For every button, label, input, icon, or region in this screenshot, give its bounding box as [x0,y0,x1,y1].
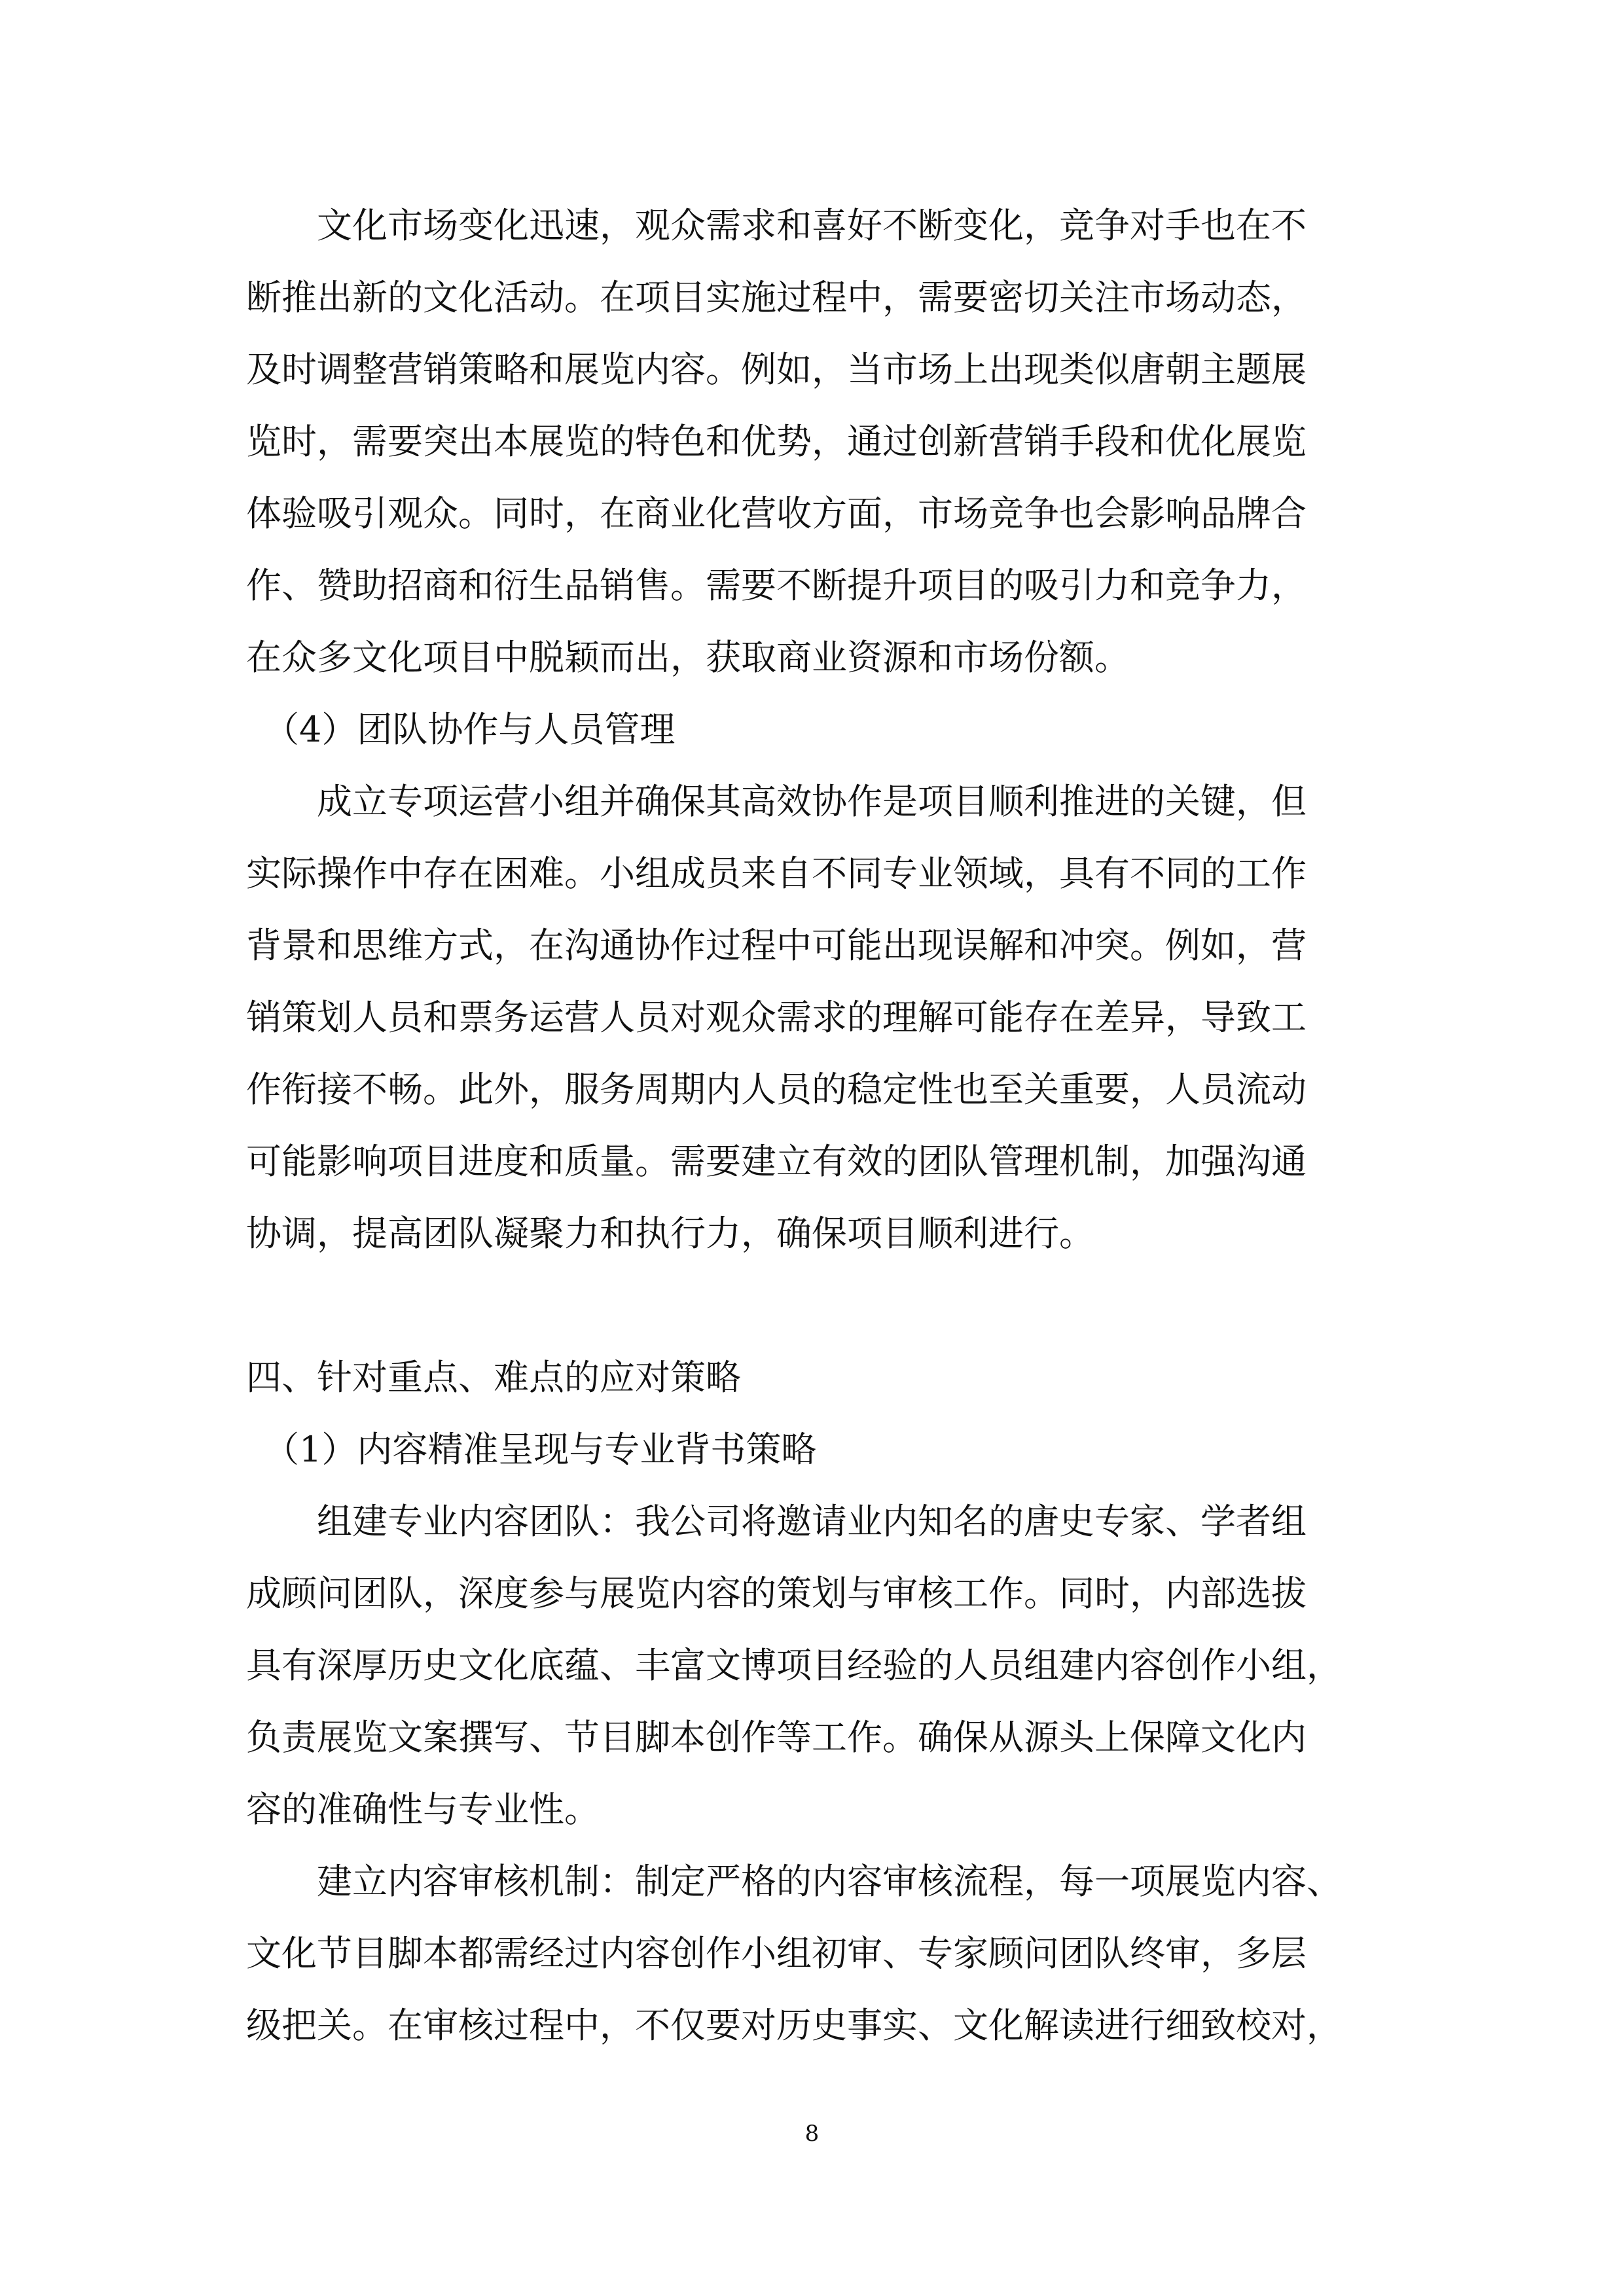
text-line: 在众多文化项目中脱颖而出，获取商业资源和市场份额。 [246,637,1130,678]
text-line: 实际操作中存在困难。小组成员来自不同专业领域，具有不同的工作 [246,853,1307,894]
text-line: 断推出新的文化活动。在项目实施过程中，需要密切关注市场动态， [246,277,1307,318]
body-text [246,190,1379,2062]
text-line: 文化市场变化迅速，观众需求和喜好不断变化，竞争对手也在不 [246,205,1307,246]
text-line: 体验吸引观众。同时，在商业化营收方面，市场竞争也会影响品牌合 [246,493,1307,534]
text-line: 作衔接不畅。此外，服务周期内人员的稳定性也至关重要，人员流动 [246,1069,1307,1110]
section-heading: 四、针对重点、难点的应对策略 [246,1357,741,1398]
text-line: 览时，需要突出本展览的特色和优势，通过创新营销手段和优化展览 [246,421,1307,462]
page-number: 8 [804,2121,820,2147]
text-line: 协调，提高团队凝聚力和执行力，确保项目顺利进行。 [246,1213,1094,1254]
subheading: （4）团队协作与人员管理 [246,709,676,750]
subheading: （1）内容精准呈现与专业背书策略 [246,1429,817,1470]
text-line: 成立专项运营小组并确保其高效协作是项目顺利推进的关键，但 [246,781,1307,822]
text-line: 销策划人员和票务运营人员对观众需求的理解可能存在差异，导致工 [246,997,1307,1038]
text-line: 可能影响项目进度和质量。需要建立有效的团队管理机制，加强沟通 [246,1141,1307,1182]
text-line: 具有深厚历史文化底蕴、丰富文博项目经验的人员组建内容创作小组， [246,1645,1342,1686]
text-line: 及时调整营销策略和展览内容。例如，当市场上出现类似唐朝主题展 [246,349,1307,390]
text-line: 组建专业内容团队：我公司将邀请业内知名的唐史专家、学者组 [246,1501,1307,1542]
blank-line [246,1270,1379,1342]
text-line: 背景和思维方式，在沟通协作过程中可能出现误解和冲突。例如，营 [246,925,1307,966]
text-line: 作、赞助招商和衍生品销售。需要不断提升项目的吸引力和竞争力， [246,565,1307,606]
text-line: 成顾问团队，深度参与展览内容的策划与审核工作。同时，内部选拔 [246,1573,1307,1614]
text-line: 负责展览文案撰写、节目脚本创作等工作。确保从源头上保障文化内 [246,1717,1307,1758]
text-line: 容的准确性与专业性。 [246,1789,600,1830]
text-line: 级把关。在审核过程中，不仅要对历史事实、文化解读进行细致校对， [246,2005,1342,2046]
text-line: 文化节目脚本都需经过内容创作小组初审、专家顾问团队终审，多层 [246,1933,1307,1974]
text-line: 建立内容审核机制：制定严格的内容审核流程，每一项展览内容、 [246,1861,1342,1902]
